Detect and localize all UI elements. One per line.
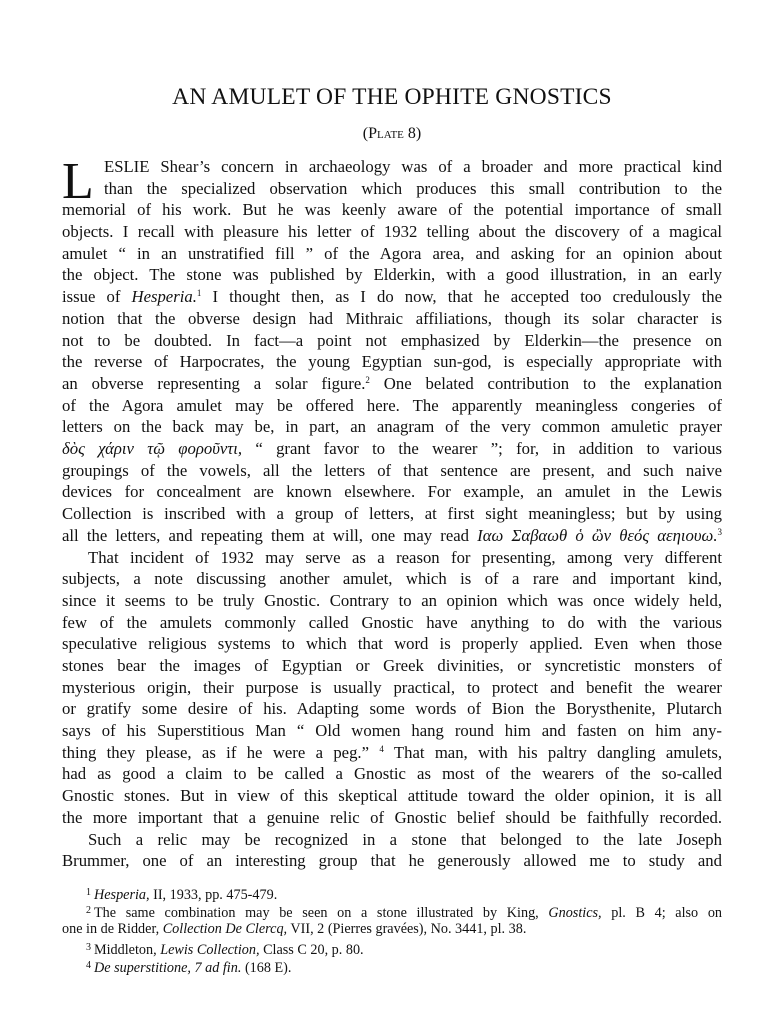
text-line: notion that the obverse design had Mithraic affiliations, though its solar character is [62, 308, 722, 328]
text-line: the more important that a genuine relic of Gnostic belief should be faithfully recorded. [62, 807, 722, 827]
footnote-title: Collection De Clercq, [162, 921, 288, 938]
plate-label: (Plate 8) [362, 125, 422, 142]
text-line [62, 742, 722, 764]
footnote-number: 3 [86, 941, 91, 953]
footnote-text: one in de Ridder, [62, 921, 163, 938]
footnote-text: The same combination may be seen on a stone illustrated by King, [94, 905, 549, 922]
text-line: subjects, a note discussing another amulet, which is of a rare and important kind, [62, 569, 722, 589]
text-line: Brummer, one of an interesting group that he generously allowed me to study and [62, 851, 722, 871]
text-line: not to be doubted. In fact—a point not emphasized by Elderkin—the presence on [62, 330, 722, 350]
text-fragment: all the letters, and repeating them at will, one may read [62, 525, 478, 545]
text-line: That incident of 1932 may serve as a reason for presenting, among very different [88, 547, 722, 567]
text-line: memorial of his work. But he was keenly aware of the potential importance of small [62, 200, 722, 220]
text-line: or gratify some desire of his. Adapting some words of Bion the Borysthenite, Plutarch [62, 699, 722, 719]
footnote-title: Hesperia, [94, 887, 150, 903]
plate-reference [62, 125, 722, 143]
footnote-text: Class C 20, p. 80. [259, 941, 364, 958]
footnote-text: II, 1933, pp. 475-479. [149, 887, 278, 903]
footnote-title: Lewis Collection, [160, 941, 260, 958]
text-line: the reverse of Harpocrates, the young Egyptian sun-god, is especially appropriate with [62, 352, 722, 372]
footnote-4 [62, 957, 722, 975]
text-line: letters on the back may be, in part, an anagram of the very common amuletic prayer [62, 417, 722, 437]
footnote-ref: 3 [717, 526, 722, 537]
text-line: few of the amulets commonly called Gnostic have anything to do with the various [62, 612, 722, 632]
text-line: devices for concealment are known elsewhere. For example, an amulet in the Lewis [62, 482, 722, 502]
footnote-ref: 2 [365, 374, 370, 385]
page-title: AN AMULET OF THE OPHITE GNOSTICS [172, 84, 612, 110]
text-line: speculative religious systems to which that word is properly applied. Even when those [62, 634, 722, 654]
text-line: ESLIE Shear’s concern in archaeology was of a broader and more practical kind [104, 157, 722, 176]
paragraph-3 [62, 829, 722, 872]
text-line: since it seems to be truly Gnostic. Contrary to an opinion which was once widely held, [62, 590, 722, 610]
footnote-2-cont [62, 920, 722, 938]
footnote-2 [62, 902, 722, 920]
text-line: had as good a claim to be called a Gnostic as most of the wearers of the so-called [62, 764, 722, 784]
text-line: the object. The stone was published by Elderkin, with a good illustration, in an early [62, 265, 722, 285]
text-line: mysterious origin, their purpose is usually practical, to protect and benefit the wearer [62, 677, 722, 697]
footnote-number: 2 [86, 905, 91, 917]
text-fragment: thing they please, as if he were a peg.” [62, 742, 380, 762]
text-line: Gnostic stones. But in view of this skeptical attitude toward the older opinion, it is all [62, 786, 722, 806]
text-fragment: issue of [62, 287, 132, 307]
footnote-text: Middleton, [94, 941, 161, 958]
text-line: says of his Superstitious Man “ Old women hang round him and fasten on him any- [62, 721, 722, 741]
text-fragment: I thought then, as I do now, that he accepted too credulously the [201, 287, 722, 307]
text-line: amulet “ in an unstratified fill ” of the Agora area, and asking for an opinion about [62, 243, 722, 263]
text-line [62, 525, 722, 547]
text-fragment: “ grant favor to the wearer ”; for, in addition to various [242, 438, 722, 458]
text-line: Collection is inscribed with a group of letters, at first sight meaningless; but by using [62, 504, 722, 523]
text-line [62, 373, 722, 395]
footnote-1 [62, 884, 722, 902]
text-line: of the Agora amulet may be offered here. The apparently meaningless congeries of [62, 395, 722, 415]
text-line: stones bear the images of Egyptian or Greek divinities, or syncretistic monsters of [62, 656, 722, 676]
greek-phrase: Ιαω Σαβαωθ ὁ ὢν θεός αεηιουω. [477, 525, 718, 545]
footnotes [62, 884, 722, 975]
text-fragment: That man, with his paltry dangling amulets, [383, 742, 722, 762]
journal-title: Hesperia. [131, 287, 197, 307]
footnote-ref: 1 [196, 288, 202, 299]
paragraph-1 [62, 153, 722, 546]
text-line [62, 438, 722, 460]
text-line: groupings of the vowels, all the letters of that sentence are present, and such naive [62, 460, 722, 480]
paragraph-2 [62, 547, 722, 829]
footnote-text: (168 E). [241, 959, 292, 976]
text-line: than the specialized observation which produces this small contribution to the [104, 178, 722, 198]
footnote-ref: 4 [379, 743, 384, 754]
footnote-title: De superstitione, 7 ad fin. [94, 959, 242, 976]
text-line [62, 286, 722, 308]
greek-phrase: δὸς χάριν τῷ φοροῦντι, [62, 438, 243, 458]
text-line: Such a relic may be recognized in a stone that belonged to the late Joseph [88, 829, 722, 849]
footnote-3 [62, 939, 722, 957]
text-line: objects. I recall with pleasure his letter of 1932 telling about the discovery of a magical [62, 222, 722, 242]
footnote-number: 4 [86, 959, 91, 971]
footnote-title: Gnostics, [548, 905, 602, 922]
footnote-text: VII, 2 (Pierres gravées), No. 3441, pl. 38. [287, 921, 527, 938]
drop-cap: L [62, 153, 94, 210]
footnote-number: 1 [86, 887, 91, 898]
text-fragment: an obverse representing a solar figure. [62, 373, 366, 393]
text-fragment: One belated contribution to the explanation [369, 373, 722, 393]
footnote-text: pl. B 4; also on [601, 905, 723, 922]
